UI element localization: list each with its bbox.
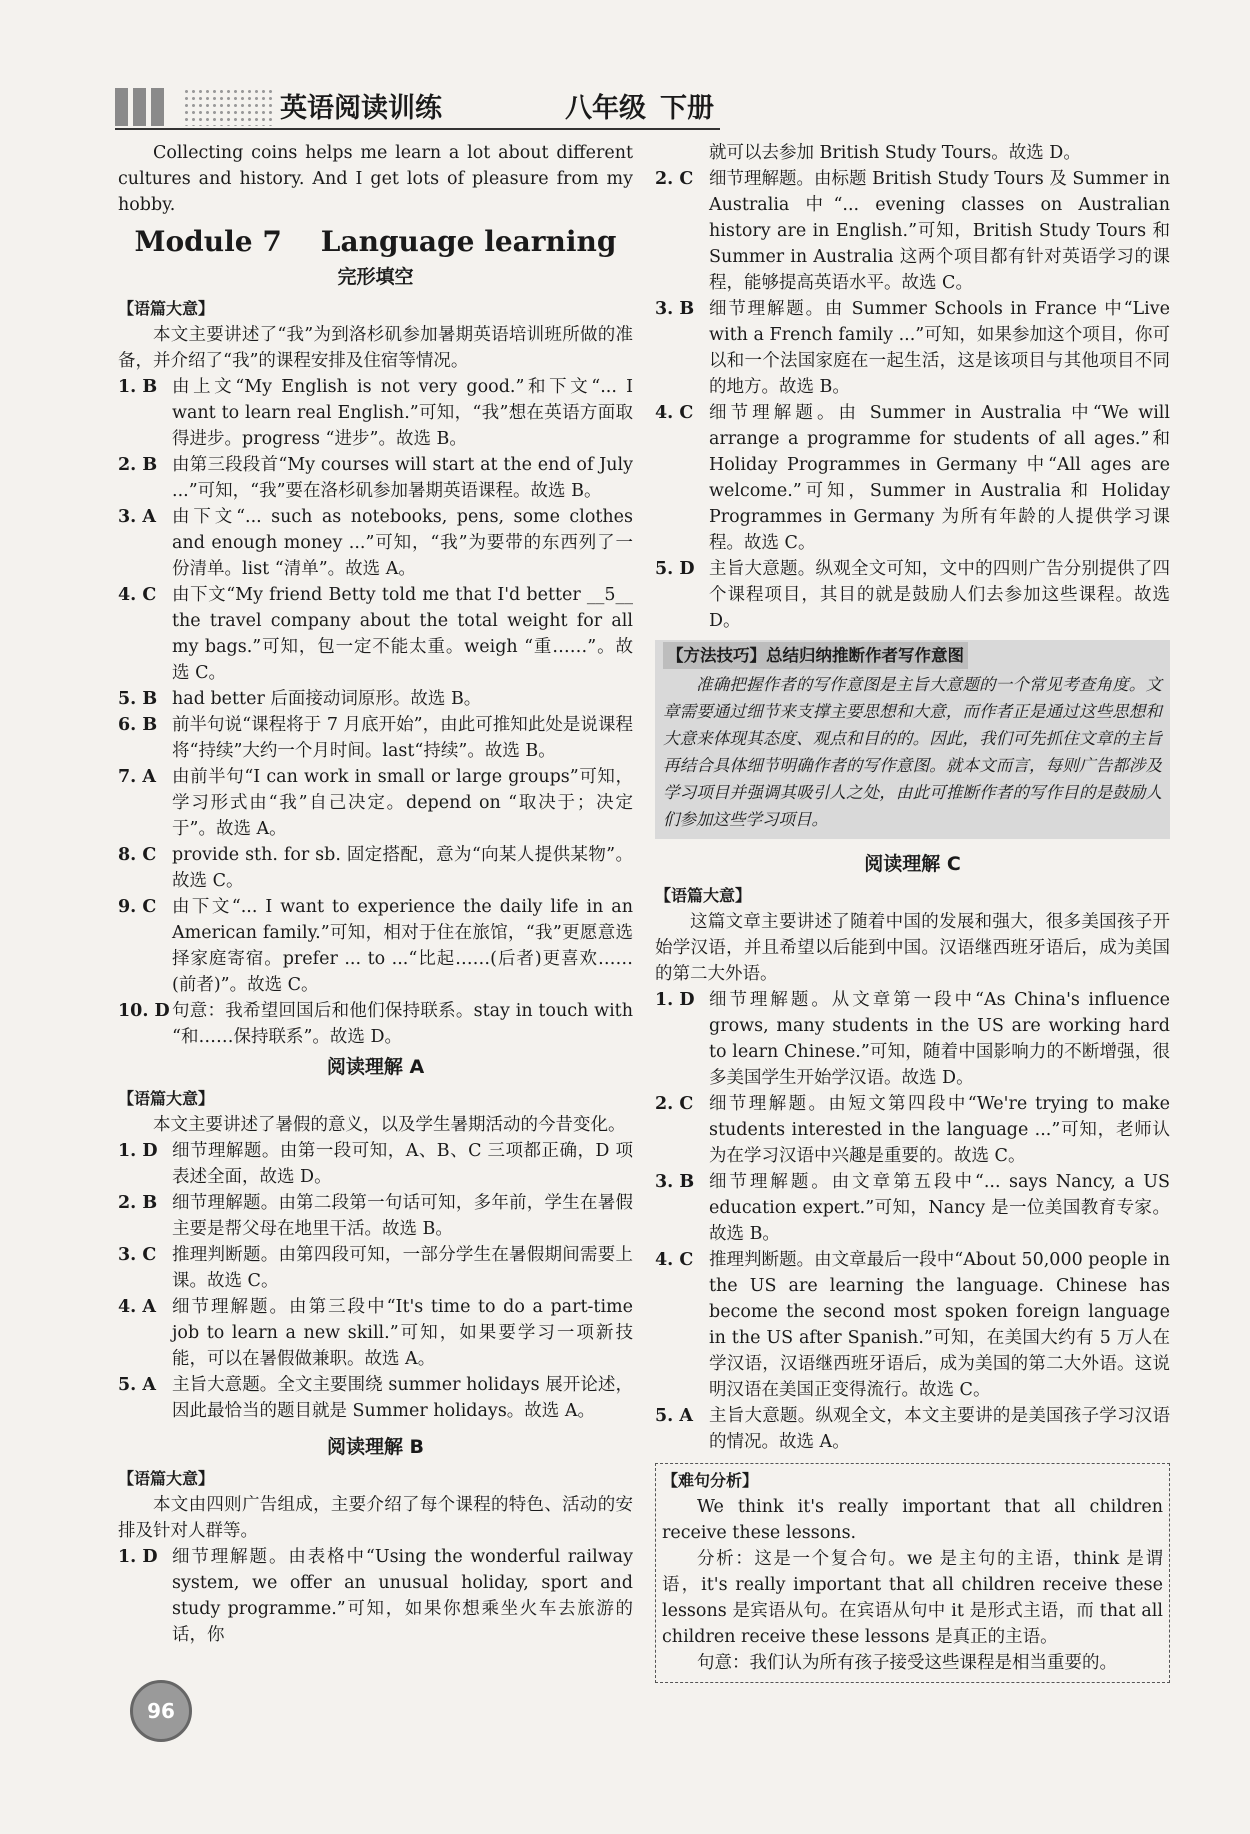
answer-explanation: provide sth. for sb. 固定搭配，意为“向某人提供某物”。故选 C。 xyxy=(172,845,633,891)
answer-number: 10. D xyxy=(118,1001,170,1021)
answer-number: 9. C xyxy=(118,897,157,917)
tips-title: 【方法技巧】总结归纳推断作者写作意图 xyxy=(663,642,968,669)
answer-number: 1. D xyxy=(118,1141,158,1161)
header-bars-decoration xyxy=(115,88,169,130)
answer-item xyxy=(118,582,633,686)
answer-item xyxy=(655,166,1170,296)
answer-item xyxy=(655,296,1170,400)
answer-number: 2. B xyxy=(118,455,158,475)
answer-explanation: 细节理解题。由 Summer Schools in France 中“Live with a French family ...”可知，如果参加这个项目，你可以和一个法国家庭在一起生活，这是该项目与其他项目不同的地方。故选 B。 xyxy=(709,299,1170,397)
answer-item xyxy=(118,374,633,452)
answer-explanation: 由下文“... I want to experience the daily life in an American family.”可知，相对于住在旅馆，“我”更愿意选择家庭寄宿。prefer ... to ...“比起……(后者)更喜欢……(前者)”。故选 C。 xyxy=(172,897,633,995)
answer-item xyxy=(655,400,1170,556)
header-divider xyxy=(115,128,720,130)
answer-item xyxy=(118,1138,633,1190)
answer-item xyxy=(655,987,1170,1091)
answer-number: 2. C xyxy=(655,1094,694,1114)
answer-number: 7. A xyxy=(118,767,156,787)
answer-number: 2. B xyxy=(118,1193,158,1213)
answer-explanation: 细节理解题。由第三段中“It's time to do a part-time job to learn a new skill.”可知，如果要学习一项新技能，可以在暑假做兼职。故选 A。 xyxy=(172,1297,633,1369)
answer-explanation: 细节理解题。由标题 British Study Tours 及 Summer in Australia 中“... evening classes on Australian history are in English.”可知，British Study Tours 和 Summer in Australia 这两个项目都有针对英语学习的课程，能够提高英语水平。故选 C。 xyxy=(709,169,1170,293)
answer-explanation: 前半句说“课程将于 7 月底开始”，由此可推知此处是说课程将“持续”大约一个月时间。last“持续”。故选 B。 xyxy=(172,715,633,761)
reading-b-answer-list-cont xyxy=(655,166,1170,634)
reading-a-answer-list xyxy=(118,1138,633,1424)
reading-b-summary: 本文由四则广告组成，主要介绍了每个课程的特色、活动的安排及针对人群等。 xyxy=(118,1495,633,1541)
answer-explanation: 句意：我希望回国后和他们保持联系。stay in touch with “和……保持联系”。故选 D。 xyxy=(172,1001,633,1047)
answer-number: 4. C xyxy=(655,1250,694,1270)
answer-explanation: 细节理解题。由表格中“Using the wonderful railway system, we offer an unusual holiday, sport and study programme.”可知，如果你想乘坐火车去旅游的话，你 xyxy=(172,1547,633,1645)
answer-explanation: 细节理解题。从文章第一段中“As China's influence grows, many students in the US are working hard to learn Chinese.”可知，随着中国影响力的不断增强，很多美国学生开始学汉语。故选 D。 xyxy=(709,990,1170,1088)
answer-number: 3. A xyxy=(118,507,156,527)
right-column xyxy=(655,140,1170,1683)
answer-number: 5. B xyxy=(118,689,158,709)
reading-c-answer-list xyxy=(655,987,1170,1455)
answer-explanation: 细节理解题。由 Summer in Australia 中“We will arrange a programme for students of all ages.”和 Holiday Programmes in Germany 中“All ages are welcome.”可知，Summer in Australia 和 Holiday Programmes in Germany 为所有年龄的人提供学习课程。故选 C。 xyxy=(709,403,1170,553)
grade-info xyxy=(565,86,728,125)
answer-item xyxy=(118,1242,633,1294)
answer-number: 1. D xyxy=(655,990,695,1010)
grade-label: 八年级 xyxy=(565,93,646,124)
cloze-answer-list xyxy=(118,374,633,1050)
book-title: 英语阅读训练 xyxy=(280,93,442,124)
answer-number: 6. B xyxy=(118,715,158,735)
analysis-sentence: We think it's really important that all children receive these lessons. xyxy=(662,1497,1163,1543)
answer-number: 5. D xyxy=(655,559,695,579)
continued-text: 就可以去参加 British Study Tours。故选 D。 xyxy=(709,143,1081,163)
answer-explanation: 主旨大意题。纵观全文可知，文中的四则广告分别提供了四个课程项目，其目的就是鼓励人们去参加这些课程。故选 D。 xyxy=(709,559,1170,631)
difficult-sentence-box xyxy=(655,1463,1170,1683)
answer-explanation: 推理判断题。由第四段可知，一部分学生在暑假期间需要上课。故选 C。 xyxy=(172,1245,633,1291)
answer-explanation: 主旨大意题。全文主要围绕 summer holidays 展开论述，因此最恰当的题目就是 Summer holidays。故选 A。 xyxy=(172,1375,633,1421)
summary-tag: 【语篇大意】 xyxy=(118,1469,215,1488)
answer-item xyxy=(118,504,633,582)
answer-item xyxy=(118,712,633,764)
answer-item xyxy=(118,894,633,998)
answer-number: 3. B xyxy=(655,299,695,319)
answer-number: 5. A xyxy=(118,1375,156,1395)
section-title-cloze: 完形填空 xyxy=(337,266,414,288)
tips-text: 准确把握作者的写作意图是主旨大意题的一个常见考查角度。文章需要通过细节来支撑主要思想和大意，而作者正是通过这些思想和大意来体现其态度、观点和目的的。因此，我们可先抓住文章的主旨再结合具体细节明确作者的写作意图。就本文而言，每则广告都涉及学习项目并强调其吸引人之处，由此可推断作者的写作目的是鼓励人们参加这些学习项目。 xyxy=(663,675,1162,829)
summary-tag: 【语篇大意】 xyxy=(118,299,215,318)
answer-explanation: 由上文“My English is not very good.”和下文“... I want to learn real English.”可知，“我”想在英语方面取得进步。progress “进步”。故选 B。 xyxy=(172,377,633,449)
answer-explanation: 细节理解题。由短文第四段中“We're trying to make students interested in the language ...”可知，老师认为在学习汉语中兴趣是重要的。故选 C。 xyxy=(709,1094,1170,1166)
method-tips-box xyxy=(655,640,1170,839)
answer-item xyxy=(655,1169,1170,1247)
answer-number: 2. C xyxy=(655,169,694,189)
term-label: 下册 xyxy=(660,93,714,124)
summary-tag: 【语篇大意】 xyxy=(118,1089,215,1108)
answer-item xyxy=(118,842,633,894)
answer-item xyxy=(118,452,633,504)
reading-c-summary: 这篇文章主要讲述了随着中国的发展和强大，很多美国孩子开始学汉语，并且希望以后能到中国。汉语继西班牙语后，成为美国的第二大外语。 xyxy=(655,912,1170,984)
intro-paragraph: Collecting coins helps me learn a lot about different cultures and history. And I get lots of pleasure from my hobby. xyxy=(118,143,633,215)
answer-item xyxy=(118,998,633,1050)
header-dots-decoration xyxy=(183,88,273,126)
answer-explanation: 由下文“My friend Betty told me that I'd better __5__ the travel company about the total weight for all my bags.”可知，包一定不能太重。weigh “重……”。故选 C。 xyxy=(172,585,633,683)
answer-item xyxy=(655,1247,1170,1403)
cloze-summary: 本文主要讲述了“我”为到洛杉矶参加暑期英语培训班所做的准备，并介绍了“我”的课程安排及住宿等情况。 xyxy=(118,325,633,371)
answer-explanation: 细节理解题。由第二段第一句话可知，多年前，学生在暑假主要是帮父母在地里干活。故选 B。 xyxy=(172,1193,633,1239)
module-title: Module 7 Language learning xyxy=(134,225,617,258)
answer-number: 8. C xyxy=(118,845,157,865)
answer-explanation: 主旨大意题。纵观全文，本文主要讲的是美国孩子学习汉语的情况。故选 A。 xyxy=(709,1406,1170,1452)
answer-item xyxy=(118,764,633,842)
answer-item xyxy=(655,556,1170,634)
answer-item xyxy=(118,1544,633,1648)
answer-explanation: 细节理解题。由文章第五段中“... says Nancy, a US education expert.”可知，Nancy 是一位美国教育专家。故选 B。 xyxy=(709,1172,1170,1244)
answer-item xyxy=(655,1091,1170,1169)
answer-item xyxy=(655,1403,1170,1455)
analysis-meaning: 句意：我们认为所有孩子接受这些课程是相当重要的。 xyxy=(697,1653,1117,1673)
answer-item xyxy=(118,1190,633,1242)
answer-item xyxy=(118,1372,633,1424)
section-title-reading-c: 阅读理解 C xyxy=(864,853,961,875)
section-title-reading-a: 阅读理解 A xyxy=(326,1056,425,1078)
answer-number: 3. B xyxy=(655,1172,695,1192)
analysis-text: 分析：这是一个复合句。we 是主句的主语，think 是谓语，it's really important that all children receive these lessons 是宾语从句。在宾语从句中 it 是形式主语，而 that all children receive these lessons 是真正的主语。 xyxy=(662,1549,1163,1647)
analysis-tag: 【难句分析】 xyxy=(662,1471,759,1490)
answer-explanation: 推理判断题。由文章最后一段中“About 50,000 people in the US are learning the language. Chinese has become the second most spoken foreign language in the US after Spanish.”可知，在美国大约有 5 万人在学汉语，汉语继西班牙语后，成为美国的第二大外语。这说明汉语在美国正变得流行。故选 C。 xyxy=(709,1250,1170,1400)
page-header xyxy=(115,80,715,130)
answer-item xyxy=(118,686,633,712)
reading-b-answer-list xyxy=(118,1544,633,1648)
answer-number: 4. C xyxy=(118,585,157,605)
answer-explanation: 由前半句“I can work in small or large groups”可知，学习形式由“我”自己决定。depend on “取决于；决定于”。故选 A。 xyxy=(172,767,633,839)
answer-number: 4. A xyxy=(118,1297,156,1317)
section-title-reading-b: 阅读理解 B xyxy=(326,1436,425,1458)
answer-number: 4. C xyxy=(655,403,694,423)
answer-number: 5. A xyxy=(655,1406,693,1426)
answer-number: 1. D xyxy=(118,1547,158,1567)
answer-explanation: 由下文“... such as notebooks, pens, some clothes and enough money ...”可知，“我”为要带的东西列了一份清单。list “清单”。故选 A。 xyxy=(172,507,633,579)
page-number-badge: 96 xyxy=(130,1680,192,1742)
answer-explanation: 细节理解题。由第一段可知，A、B、C 三项都正确，D 项表述全面，故选 D。 xyxy=(172,1141,633,1187)
answer-explanation: 由第三段段首“My courses will start at the end of July ...”可知，“我”要在洛杉矶参加暑期英语课程。故选 B。 xyxy=(172,455,633,501)
left-column xyxy=(118,140,633,1648)
answer-number: 3. C xyxy=(118,1245,157,1265)
reading-a-summary: 本文主要讲述了暑假的意义，以及学生暑期活动的今昔变化。 xyxy=(153,1115,626,1135)
answer-number: 1. B xyxy=(118,377,158,397)
summary-tag: 【语篇大意】 xyxy=(655,886,752,905)
answer-item xyxy=(118,1294,633,1372)
answer-explanation: had better 后面接动词原形。故选 B。 xyxy=(172,689,482,709)
